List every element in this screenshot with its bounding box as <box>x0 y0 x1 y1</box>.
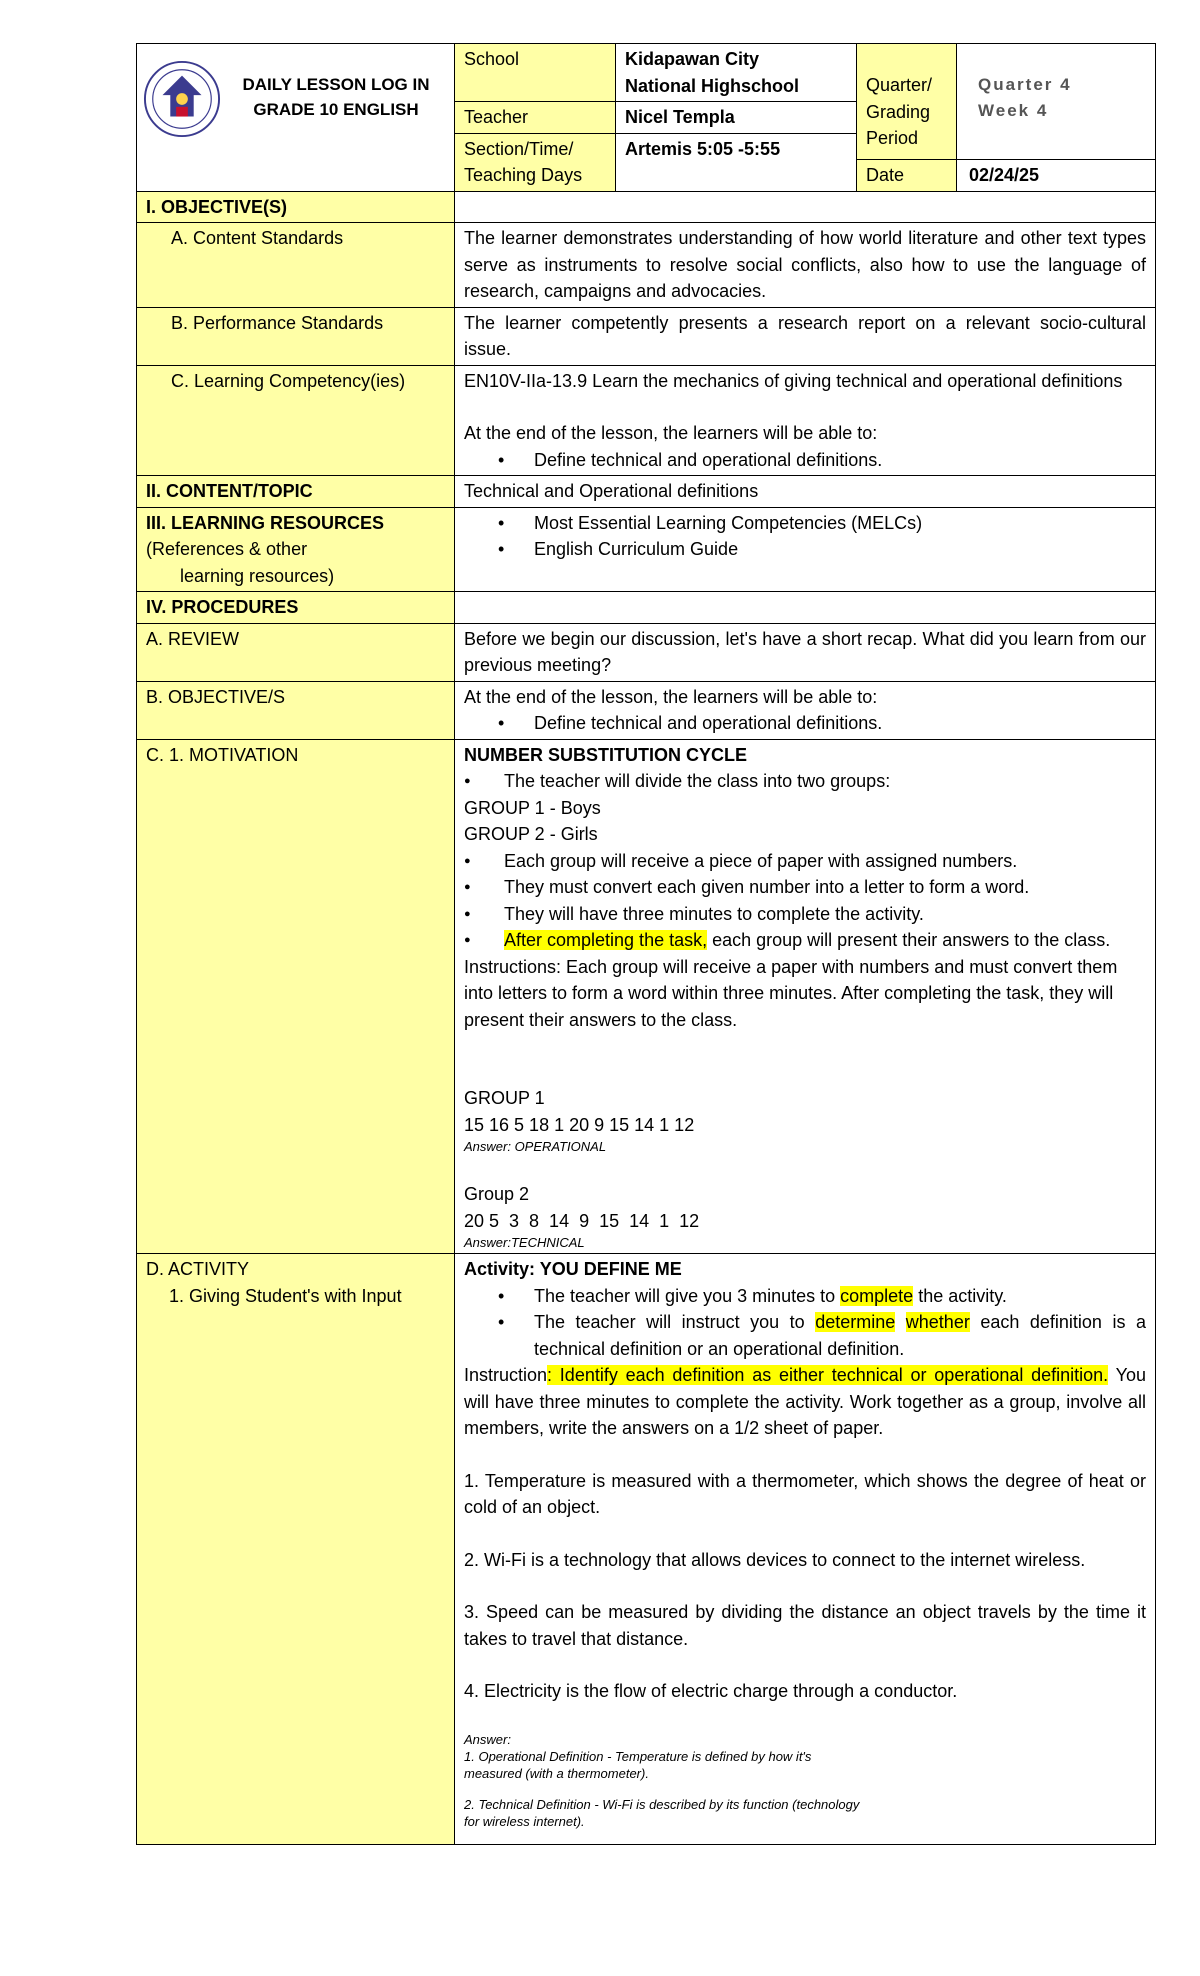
content-topic-value: Technical and Operational definitions <box>455 476 1156 508</box>
quarter-value-line2: Week 4 <box>978 101 1049 120</box>
quarter-value-line1: Quarter 4 <box>978 75 1072 94</box>
section-label-line1: Section/Time/ <box>464 138 574 159</box>
review-text: Before we begin our discussion, let's have a short recap. What did you learn from our previous meeting? <box>455 623 1156 681</box>
activity-label-cell <box>137 1254 455 1845</box>
highlighted-text: complete <box>840 1285 914 1306</box>
motivation-label: C. 1. MOTIVATION <box>137 739 455 1254</box>
motivation-bullet: ● The teacher will divide the class into two groups: <box>464 768 1146 795</box>
header-title-line2: GRADE 10 ENGLISH <box>253 100 419 119</box>
content-standards-label: A. Content Standards <box>137 223 455 308</box>
answer-1-line2: measured (with a thermometer). <box>464 1765 649 1781</box>
section-label <box>455 133 616 191</box>
highlighted-text: determine <box>815 1312 896 1332</box>
teacher-value: Nicel Templa <box>616 102 857 134</box>
motivation-bullet: ● Each group will receive a piece of paper with assigned numbers. <box>464 848 1146 875</box>
motivation-bullet <box>464 927 1146 954</box>
section-label-line2: Teaching Days <box>464 165 583 185</box>
section-value: Artemis 5:05 -5:55 <box>616 133 857 191</box>
activity-item: 2. Wi-Fi is a technology that allows devices to connect to the internet wireless. <box>464 1549 1086 1570</box>
lesson-log-page <box>136 43 1155 1845</box>
answer-heading: Answer: <box>464 1731 511 1747</box>
highlighted-text: whether <box>905 1312 970 1332</box>
review-label: A. REVIEW <box>137 623 455 681</box>
group1-title: GROUP 1 <box>464 1088 545 1108</box>
content-standards-text: The learner demonstrates understanding of how world literature and other text types serve as instruments to resolve social conflicts, also how to use the language of research, campaigns and advocacies. <box>455 223 1156 308</box>
activity-label: D. ACTIVITY <box>146 1259 250 1279</box>
header-title-line1: DAILY LESSON LOG IN <box>242 75 430 94</box>
group2-title: Group 2 <box>464 1184 530 1204</box>
school-label: School <box>455 44 616 102</box>
learning-resources-heading: III. LEARNING RESOURCES <box>146 512 385 533</box>
procedures-heading: IV. PROCEDURES <box>137 592 455 624</box>
learning-competency-intro: At the end of the lesson, the learners will be able to: <box>464 423 878 443</box>
learning-resources-label <box>137 507 455 592</box>
motivation-cell <box>455 739 1156 1254</box>
activity-item: 4. Electricity is the flow of electric charge through a conductor. <box>464 1681 958 1701</box>
learning-competency-label: C. Learning Competency(ies) <box>137 365 455 476</box>
date-value: 02/24/25 <box>957 159 1156 191</box>
objective-bullet: • Define technical and operational definitions. <box>464 710 1146 737</box>
quarter-label-line1: Quarter/ <box>866 75 933 95</box>
school-value-line1: Kidapawan City <box>625 49 760 69</box>
learning-competency-bullet: • Define technical and operational definitions. <box>464 447 1146 474</box>
activity-bullet: • The teacher will give you 3 minutes to complete the activity. <box>464 1283 1146 1310</box>
activity-cell <box>455 1254 1156 1845</box>
quarter-label <box>857 44 957 160</box>
school-value <box>616 44 857 102</box>
group2-girls: GROUP 2 - Girls <box>464 824 598 844</box>
group2-numbers: 20 5 3 8 14 9 15 14 1 12 <box>464 1210 700 1231</box>
date-label: Date <box>857 159 957 191</box>
motivation-bullet: ● They will have three minutes to complete the activity. <box>464 901 1146 928</box>
header-title-cell <box>137 44 455 192</box>
motivation-instructions: Instructions: Each group will receive a paper with numbers and must convert them into letters to form a word within three minutes. After completing the task, they will present their answers to the class. <box>464 956 1118 1030</box>
quarter-label-line2: Grading <box>866 101 931 122</box>
motivation-bullet: ● They must convert each given number into a letter to form a word. <box>464 874 1146 901</box>
activity-title: Activity: YOU DEFINE ME <box>464 1259 682 1279</box>
objective-intro: At the end of the lesson, the learners will be able to: <box>464 686 878 707</box>
quarter-label-line3: Period <box>866 128 919 148</box>
objective-label: B. OBJECTIVE/S <box>137 681 455 739</box>
activity-item: 1. Temperature is measured with a thermometer, which shows the degree of heat or cold of an object. <box>464 1470 1146 1517</box>
performance-standards-label: B. Performance Standards <box>137 307 455 365</box>
learning-resources-sub1: (References & other <box>146 539 308 559</box>
highlighted-text: : Identify each definition as either technical or operational definition. <box>547 1365 1109 1385</box>
learning-resources-sub2: learning resources) <box>180 565 335 586</box>
group1-answer: Answer: OPERATIONAL <box>464 1139 607 1154</box>
highlighted-text: After completing the task, <box>504 930 708 950</box>
resource-item: • Most Essential Learning Competencies (MELCs) <box>464 510 1146 537</box>
objectives-heading-blank <box>455 191 1156 223</box>
group1-boys: GROUP 1 - Boys <box>464 797 601 818</box>
group1-numbers: 15 16 5 18 1 20 9 15 14 1 12 <box>464 1114 695 1135</box>
quarter-value <box>957 44 1156 160</box>
activity-item: 3. Speed can be measured by dividing the distance an object travels by the time it takes to travel that distance. <box>464 1602 1146 1649</box>
motivation-bullet-rest: each group will present their answers to the class. <box>707 930 1111 950</box>
objective-cell <box>455 681 1156 739</box>
answer-2-line1: 2. Technical Definition - Wi-Fi is described by its function (technology <box>464 1796 860 1812</box>
objectives-heading: I. OBJECTIVE(S) <box>137 191 455 223</box>
group2-answer: Answer:TECHNICAL <box>464 1235 585 1250</box>
teacher-label: Teacher <box>455 102 616 134</box>
performance-standards-text: The learner competently presents a research report on a relevant socio-cultural issue. <box>455 307 1156 365</box>
answer-2-line2: for wireless internet). <box>464 1813 585 1829</box>
learning-resources-list <box>455 507 1156 592</box>
lesson-log-table <box>136 43 1156 1845</box>
answer-1-line1: 1. Operational Definition - Temperature is defined by how it's <box>464 1748 812 1764</box>
resource-item: • English Curriculum Guide <box>464 536 1146 563</box>
learning-competency-cell <box>455 365 1156 476</box>
activity-instruction: Instruction: Identify each definition as either technical or operational definition. You will have three minutes to complete the activity. Work together as a group, involve all members, write the answers on a 1/2 sheet of paper. <box>464 1365 1146 1438</box>
content-topic-heading: II. CONTENT/TOPIC <box>137 476 455 508</box>
motivation-title: NUMBER SUBSTITUTION CYCLE <box>464 744 747 765</box>
school-value-line2: National Highschool <box>625 75 800 96</box>
activity-bullet: • The teacher will instruct you to determine whether each definition is a technical definition or an operational definition. <box>464 1309 1146 1362</box>
learning-competency-text: EN10V-IIa-13.9 Learn the mechanics of giving technical and operational definitions <box>464 370 1123 391</box>
activity-sub: 1. Giving Student's with Input <box>169 1285 402 1306</box>
procedures-heading-blank <box>455 592 1156 624</box>
